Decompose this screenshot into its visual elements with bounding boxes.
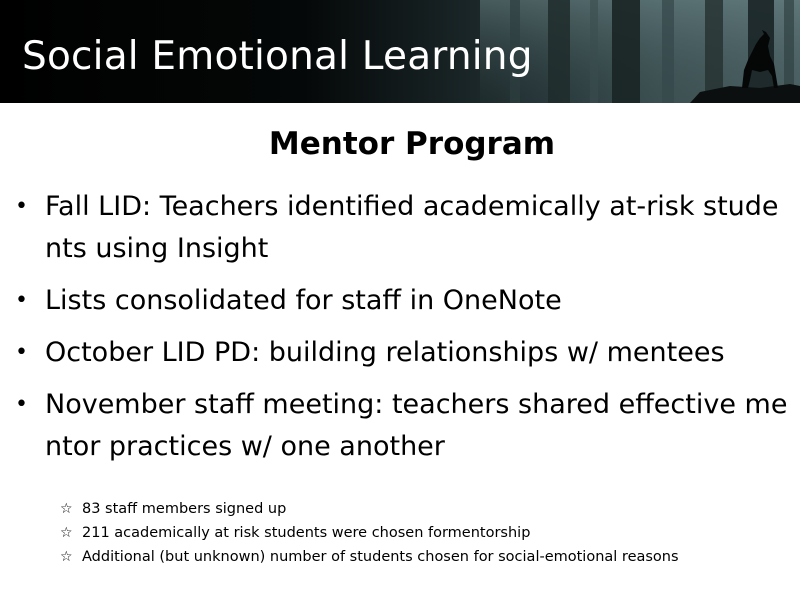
bullet-text: Fall LID: Teachers identified academically at-risk students using Insight <box>45 191 779 264</box>
note-text: Additional (but unknown) number of students chosen for social-emotional reasons <box>82 549 679 565</box>
bullet-text: November staff meeting: teachers shared effective mentor practices w/ one another <box>45 389 788 462</box>
bullet-item <box>15 384 795 468</box>
note-item <box>60 545 679 569</box>
bullet-item <box>15 332 795 374</box>
bullet-dot-icon: • <box>15 392 28 417</box>
bullet-item <box>15 186 795 270</box>
bullet-dot-icon: • <box>15 194 28 219</box>
star-outline-icon: ☆ <box>60 525 73 541</box>
bullet-text: Lists consolidated for staff in OneNote <box>45 285 562 316</box>
slide-subtitle: Mentor Program <box>268 126 556 162</box>
star-outline-icon: ☆ <box>60 549 73 565</box>
title-banner <box>0 0 800 103</box>
star-outline-icon: ☆ <box>60 501 73 517</box>
banner-title: Social Emotional Learning <box>22 34 533 79</box>
bullet-dot-icon: • <box>15 340 28 365</box>
note-item <box>60 521 679 545</box>
note-text: 211 academically at risk students were chosen formentorship <box>82 525 531 541</box>
bullet-item <box>15 280 795 322</box>
bullet-text: October LID PD: building relationships w/ mentees <box>45 337 725 368</box>
note-item <box>60 497 679 521</box>
bullet-list <box>15 186 795 478</box>
note-text: 83 staff members signed up <box>82 501 287 517</box>
note-list <box>60 497 679 569</box>
bullet-dot-icon: • <box>15 288 28 313</box>
